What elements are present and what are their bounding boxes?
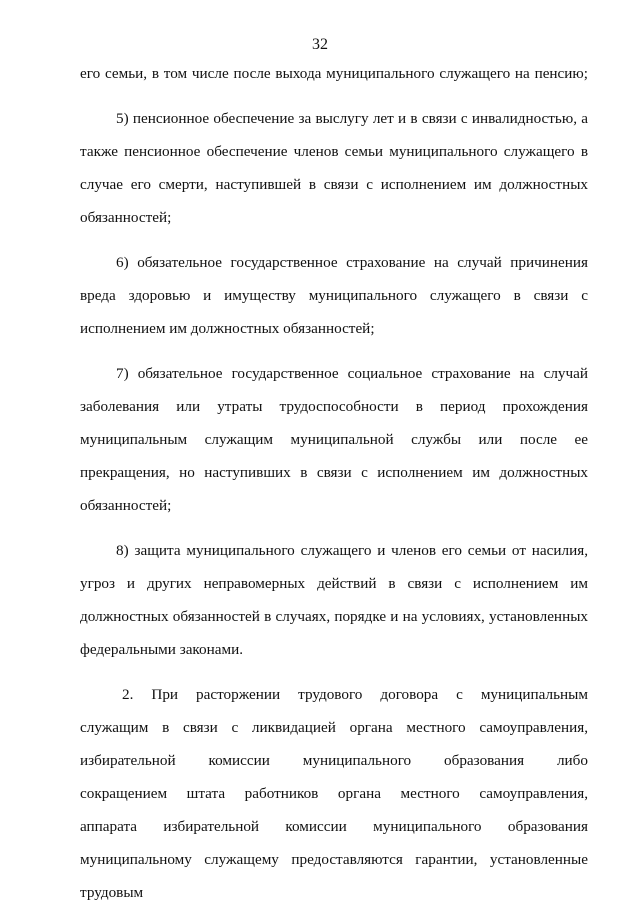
- paragraph-section-2: 2. При расторжении трудового договора с муниципальным служащим в связи с ликвидацией органа местного самоуправления, избирательной комиссии муниципального образования либо сокращением штата работников органа местного самоуправления, аппарата избирательной комиссии муниципального образования муниципальному служащему предоставляются гарантии, установленные трудовым: [80, 686, 588, 901]
- paragraph-item-7: 7) обязательное государственное социальное страхование на случай заболевания или утраты трудоспособности в период прохождения муниципальным служащим муниципальной службы или после ее прекращения, но наступивших в связи с исполнением им должностных обязанностей;: [80, 365, 588, 514]
- page-number: 32: [312, 36, 328, 53]
- document-body: [80, 57, 588, 921]
- paragraph-item-6: 6) обязательное государственное страхование на случай причинения вреда здоровью и имуществу муниципального служащего в связи с исполнением им должностных обязанностей;: [80, 254, 588, 337]
- paragraph-item-8: 8) защита муниципального служащего и членов его семьи от насилия, угроз и других неправомерных действий в связи с исполнением им должностных обязанностей в случаях, порядке и на условиях, установленных федеральными законами.: [80, 542, 588, 658]
- paragraph-item-5: 5) пенсионное обеспечение за выслугу лет и в связи с инвалидностью, а также пенсионное обеспечение членов семьи муниципального служащего в случае его смерти, наступившей в связи с исполнением им должностных обязанностей;: [80, 110, 588, 226]
- paragraph-continuation: его семьи, в том числе после выхода муниципального служащего на пенсию;: [80, 65, 588, 82]
